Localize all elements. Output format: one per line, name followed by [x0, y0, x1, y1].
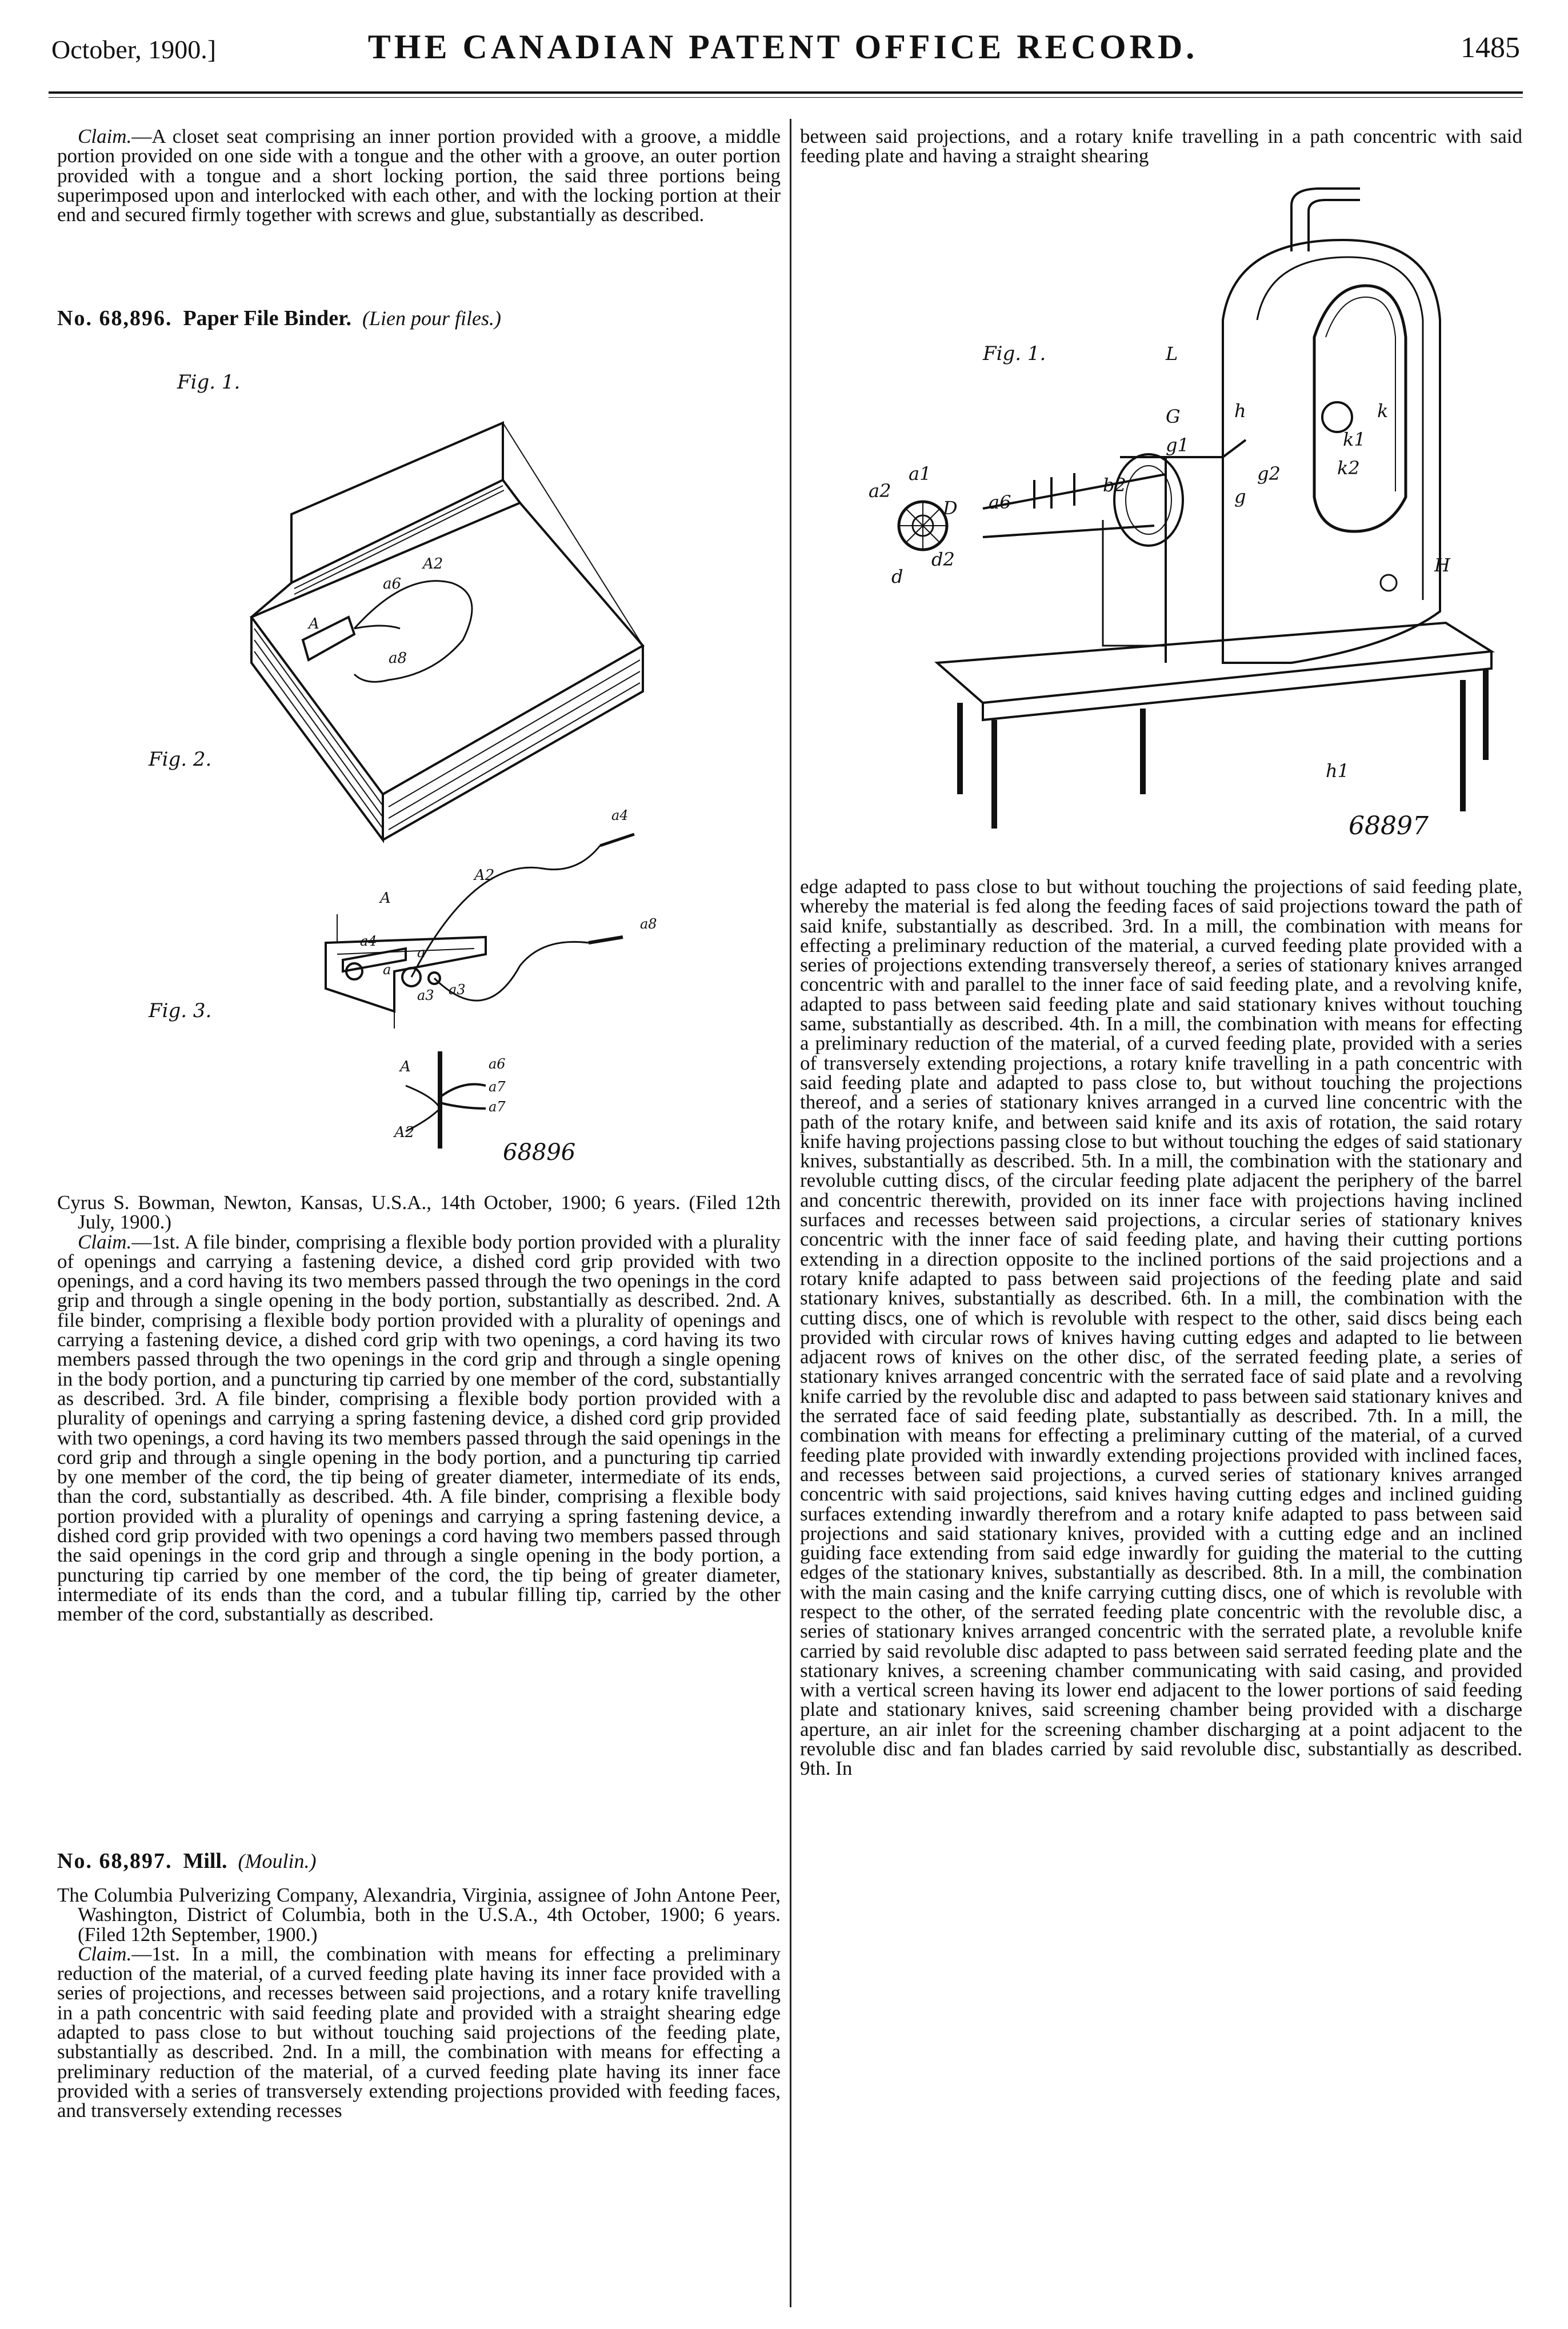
part-label-a: a — [383, 962, 391, 978]
mill-part-g: g — [1234, 486, 1246, 507]
part-label-A-fig3: A — [400, 1058, 411, 1075]
fig2-label: Fig. 2. — [149, 748, 212, 771]
left-column — [57, 127, 781, 225]
part-label-a8: a8 — [389, 650, 407, 667]
figure-file-binder — [149, 343, 737, 1177]
part-label-a6: a6 — [383, 575, 402, 593]
mill-part-a2: a2 — [869, 480, 891, 502]
file-binder-drawing — [149, 343, 737, 1177]
fig3-label: Fig. 3. — [149, 999, 212, 1022]
mill-part-L: L — [1166, 343, 1178, 365]
part-label-a4-2: a4 — [611, 807, 629, 823]
mill-drawing — [846, 189, 1509, 851]
journal-title: THE CANADIAN PATENT OFFICE RECORD. — [367, 28, 1198, 66]
part-label-A2: A2 — [423, 555, 443, 573]
right-column-top — [800, 127, 1522, 166]
claim-label: Claim. — [78, 125, 132, 147]
mill-part-a6: a6 — [989, 491, 1011, 513]
claims-text: —1st. A file binder, comprising a flexible body portion provided with a plurality of openings and carrying a fastening device, a dished cord grip provided with two openings, and a cord having its two members passed through the two openings in the cord grip and through a single opening in the body portion, substantially as described. 2nd. A file binder, comprising a flexible body portion provided with a plurality of openings and carrying a fastening device, a dished cord grip with two openings, a cord having its two members passed through the two openings in the cord grip and through a single opening in the body portion, and a puncturing tip carried by one member of the cord, substantially as described. 3rd. A file binder, comprising a flexible body portion provided with a plurality of openings and carrying a spring fastening device, a dished cord grip provided with two openings, a cord having its two members passed through the said openings in the cord grip and through a single opening in the body portion, and a puncturing tip carried by one member of the cord, the tip being of greater diameter, intermediate of its ends, than the cord, substantially as described. 4th. A file binder, comprising a flexible body portion provided with a plurality of openings and carrying a spring fastening device, a dished cord grip provided with two openings a cord having two members passed through the said openings in the cord grip and through a single opening in the body portion, a puncturing tip carried by one member of the cord, the tip being of greater diameter, intermediate of its ends than the cord, and a tubular filling tip, carried by the other member of the cord, substantially as described. — [57, 1230, 781, 1626]
part-label-a-2: a — [417, 945, 426, 961]
patent-68897-claims — [57, 1944, 781, 2121]
previous-claim-text: —A closet seat comprising an inner portion provided with a groove, a middle portion provided on one side with a tongue and the other with a groove, an outer portion provided with a tongue and a short locking portion, the said three portions being superimposed upon and interlocked with each other, and with the locking portion at their end and secured firmly together with screws and glue, substantially as described. — [57, 125, 781, 226]
mill-part-h1: h1 — [1326, 760, 1349, 782]
claims-text: —1st. In a mill, the combination with means for effecting a preliminary reduction of the material, of a curved feeding plate having its inner face provided with a series of projections, and recesses between said projections, and a rotary knife travelling in a path concentric with said feeding plate and provided with a straight shearing edge adapted to pass close to but without touching said projections of the feeding plate, substantially as described. 2nd. In a mill, the combination with means for effecting a preliminary reduction of the material, of a curved feeding plate having its inner face provided with a series of transversely extending projections provided with feeding faces, and transversely extending recesses — [57, 1942, 781, 2122]
patent-title: Mill. — [183, 1849, 227, 1873]
mill-part-g2: g2 — [1257, 463, 1281, 485]
patent-68896-body — [57, 1193, 781, 1624]
patent-french-title: (Moulin.) — [238, 1850, 317, 1872]
mill-part-D: D — [943, 497, 958, 519]
part-label-a6-fig3: a6 — [489, 1056, 506, 1072]
handwritten-number-68897: 68897 — [1349, 811, 1429, 841]
fig1-label: Fig. 1. — [177, 371, 241, 394]
mill-part-d: d — [891, 566, 903, 587]
part-label-a8-2: a8 — [640, 916, 657, 932]
mill-part-g1: g1 — [1166, 434, 1189, 456]
mill-claims-continuation: edge adapted to pass close to but without touching the projections of said feeding plate, whereby the material is fed along the feeding faces of said projections toward the path of said knife, substantially as described. 3rd. In a mill, the combination with means for effecting a preliminary reduction of the material, a curved feeding plate provided with a series of projections extending transversely thereof, a series of stationary knives arranged concentric with and parallel to the inner face of said feeding plate, and a revolving knife, adapted to pass between said feeding plate and said stationary knives without touching same, substantially as described. 4th. In a mill, the combination with means for effecting a preliminary reduction of the material, of a curved feeding plate, provided with a series of transversely extending projections, a rotary knife travelling in a path concentric with said feeding plate and adapted to pass close to, but without touching the projections thereof, and a series of stationary knives arranged in a curved line concentric with the path of the rotary knife, and between said knife and its axis of rotation, the said rotary knife having projections passing close to but without touching the edges of said stationary knives, substantially as described. 5th. In a mill, the combination with the stationary and revoluble cutting discs, of the circular feeding plate adjacent the periphery of the barrel and concentric therewith, provided on its inner face with projections having inclined surfaces and recesses between said projections, a circular series of stationary knives concentric with the inner face of said feeding plate, and having their cutting portions extending in a direction opposite to the inclined portions of the said projections and a rotary knife adapted to pass between said projections of the feeding plate and said stationary knives, substantially as described. 6th. In a mill, the combination with the cutting discs, one of which is revoluble with respect to the other, said discs being each provided with circular rows of knives having cutting edges and adapted to lie between adjacent rows of knives on the other disc, of the serrated feeding plate, a series of stationary knives arranged concentric with the serrated face of said plate and a revolving knife carried by the revoluble disc and adapted to pass between said stationary knives and the serrated face of said feeding plate, substantially as described. 7th. In a mill, the combination with means for effecting a preliminary cutting of the material, of a curved feeding plate provided with inwardly extending projections provided with inclined faces, and recesses between said projections, a curved series of stationary knives arranged concentric with said projections, said knives having cutting edges and inclined guiding surfaces extending inwardly therefrom and a rotary knife adapted to pass between said projections and said stationary knives, provided with a cutting edge and an inclined guiding face extending from said edge inwardly for guiding the material to the cutting edges of the stationary knives, substantially as described. 8th. In a mill, the combination with the main casing and the knife carrying cutting discs, one of which is revoluble with respect to the other, of the serrated feeding plate concentric with the revoluble disc, a series of stationary knives arranged concentric with the serrated plate, a revoluble knife carried by said revoluble disc adapted to pass between said serrated feeding plate and the stationary knives, a screening chamber communicating with said casing, and provided with a vertical screen having its lower end adjacent to the lower portions of said feeding plate and stationary knives, said screening chamber being provided with a discharge aperture, an air inlet for the screening chamber discharging at a point adjacent to the revoluble disc and fan blades carried by said revoluble disc, substantially as described. 9th. In — [800, 875, 1522, 1780]
claim-label: Claim. — [78, 1942, 132, 1965]
mill-part-h: h — [1234, 400, 1246, 422]
assignee-line: The Columbia Pulverizing Company, Alexandria, Virginia, assignee of John Antone Peer, Washington, District of Columbia, both in the U.S.A., 4th October, 1900; 6 years. (Filed 12th September, 1900.) — [57, 1884, 781, 1946]
patent-68896-claims — [57, 1232, 781, 1624]
figure-mill — [846, 189, 1509, 851]
part-label-a7: a7 — [489, 1079, 506, 1095]
header-rule-thin — [49, 97, 1523, 98]
mill-fig1-label: Fig. 1. — [983, 342, 1046, 365]
part-label-a4: a4 — [360, 933, 377, 949]
patent-french-title: (Lien pour files.) — [362, 307, 501, 330]
handwritten-number-68896: 68896 — [503, 1139, 576, 1166]
part-label-a3: a3 — [417, 987, 434, 1003]
patent-68896-heading — [57, 306, 781, 330]
header-rule — [49, 91, 1523, 94]
patent-68897-body — [57, 1886, 781, 2121]
patent-title: Paper File Binder. — [183, 306, 351, 330]
right-column-continuation — [800, 877, 1522, 1779]
patent-number: No. 68,896. — [57, 306, 173, 330]
mill-part-H: H — [1434, 554, 1450, 576]
part-label-A: A — [309, 615, 319, 633]
patent-number: No. 68,897. — [57, 1849, 173, 1873]
page-header — [40, 27, 1526, 79]
mill-part-k: k — [1377, 400, 1389, 422]
mill-part-b2: b2 — [1103, 474, 1126, 496]
mill-part-d2: d2 — [931, 549, 955, 570]
page-number: 1485 — [1461, 31, 1520, 64]
header-date: October, 1900.] — [51, 35, 217, 64]
patent-68897-heading — [57, 1851, 781, 1871]
part-label-A2-fig2: A2 — [474, 867, 495, 884]
previous-claim — [57, 127, 781, 225]
right-top-text: between said projections, and a rotary knife travelling in a path concentric with said feeding plate and having a straight shearing — [800, 125, 1522, 167]
column-divider — [790, 119, 791, 2307]
part-label-a3-2: a3 — [449, 982, 466, 998]
mill-part-G: G — [1166, 406, 1181, 427]
part-label-A2-fig3: A2 — [394, 1124, 415, 1141]
inventor-line: Cyrus S. Bowman, Newton, Kansas, U.S.A., 14th October, 1900; 6 years. (Filed 12th July, 1900.) — [57, 1191, 781, 1234]
mill-part-k2: k2 — [1337, 457, 1360, 479]
part-label-a7-2: a7 — [489, 1099, 506, 1115]
claim-label: Claim. — [78, 1230, 132, 1253]
mill-part-a1: a1 — [909, 463, 931, 485]
mill-part-k1: k1 — [1343, 429, 1366, 450]
part-label-A-fig2: A — [380, 890, 391, 907]
